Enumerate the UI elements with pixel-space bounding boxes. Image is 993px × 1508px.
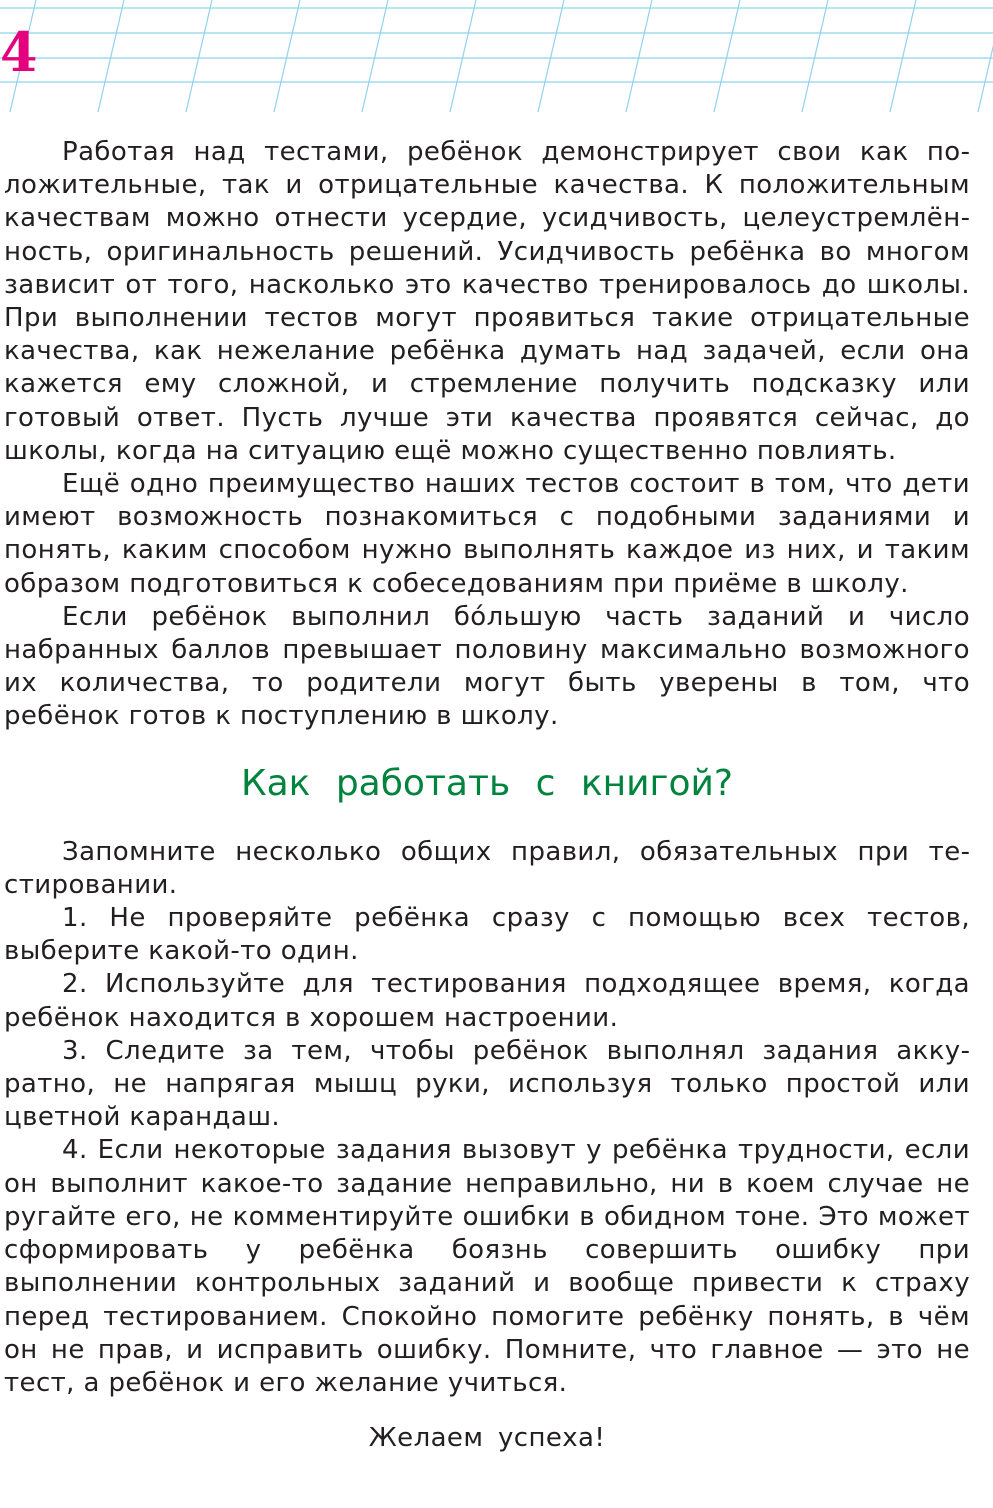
rule-1: 1. Не проверяйте ребёнка сразу с помощью всех тестов, выберите какой-то один. (4, 903, 970, 967)
intro-paragraph-3: Если ребёнок выполнил бо́льшую часть заданий и число набранных баллов превышает половину максимально возможного их количества, то родители могут быть уверены в том, что ребёнок готов к поступлению в школу. (4, 601, 970, 732)
rule-3: 3. Следите за тем, чтобы ребёнок выполнял задания аккуратно, не напрягая мышц руки, используя только простой или цветной карандаш. (4, 1035, 970, 1133)
grid-slant-line (186, 0, 212, 112)
copybook-grid-lines (0, 0, 993, 120)
grid-slant-line (802, 0, 828, 112)
grid-slant-line (362, 0, 388, 112)
grid-slant-line (714, 0, 740, 112)
intro-paragraph-1: Работая над тестами, ребёнок демонстрирует свои как положительные, так и отрицательные качества. К положительным качествам можно отнести усердие, усидчивость, целеустремлённость, оригинальность решений. Усидчивость ребёнка во многом зависит от того, насколько это качество тренировалось до школы. При выполнении тестов могут проявиться такие отрицательные качества, как нежелание ребёнка думать над задачей, если она кажется ему сложной, и стремление получить подсказку или готовый ответ. Пусть лучше эти качества проявятся сейчас, до школы, когда на ситуацию ещё можно существенно повлиять. (4, 137, 970, 466)
grid-slant-line (274, 0, 300, 112)
closing-wish: Желаем успеха! (368, 1423, 606, 1454)
rule-2: 2. Используйте для тестирования подходящее время, когда ребёнок находится в хорошем настроении. (4, 969, 970, 1033)
page-body (4, 136, 970, 1455)
grid-slant-line (98, 0, 124, 112)
section-paragraph-intro: Запомните несколько общих правил, обязательных при тестировании. (4, 836, 970, 900)
rule-4: 4. Если некоторые задания вызовут у ребёнка трудности, если он выполнит какое-то задание неправильно, ни в коем случае не ругайте его, не комментируйте ошибки в обидном тоне. Это может сформировать у ребёнка боязнь совершить ошибку при выполнении контрольных заданий и вообще привести к страху перед тестированием. Спокойно помогите ребёнку понять, в чём он не прав, и исправить ошибку. Помните, что главное — это не тест, а ребёнок и его желание учиться. (4, 1135, 970, 1398)
intro-paragraph-2: Ещё одно преимущество наших тестов состоит в том, что дети имеют возможность познакомиться с подобными заданиями и понять, каким способом нужно выполнять каждое из них, и таким образом подготовиться к собеседованиям при приёме в школу. (4, 469, 970, 599)
section-heading: Как работать с книгой? (241, 762, 733, 804)
page-number: 4 (0, 20, 38, 84)
grid-slant-line (978, 0, 993, 112)
grid-slant-line (626, 0, 652, 112)
grid-slant-line (450, 0, 476, 112)
grid-slant-line (538, 0, 564, 112)
grid-slant-line (890, 0, 916, 112)
